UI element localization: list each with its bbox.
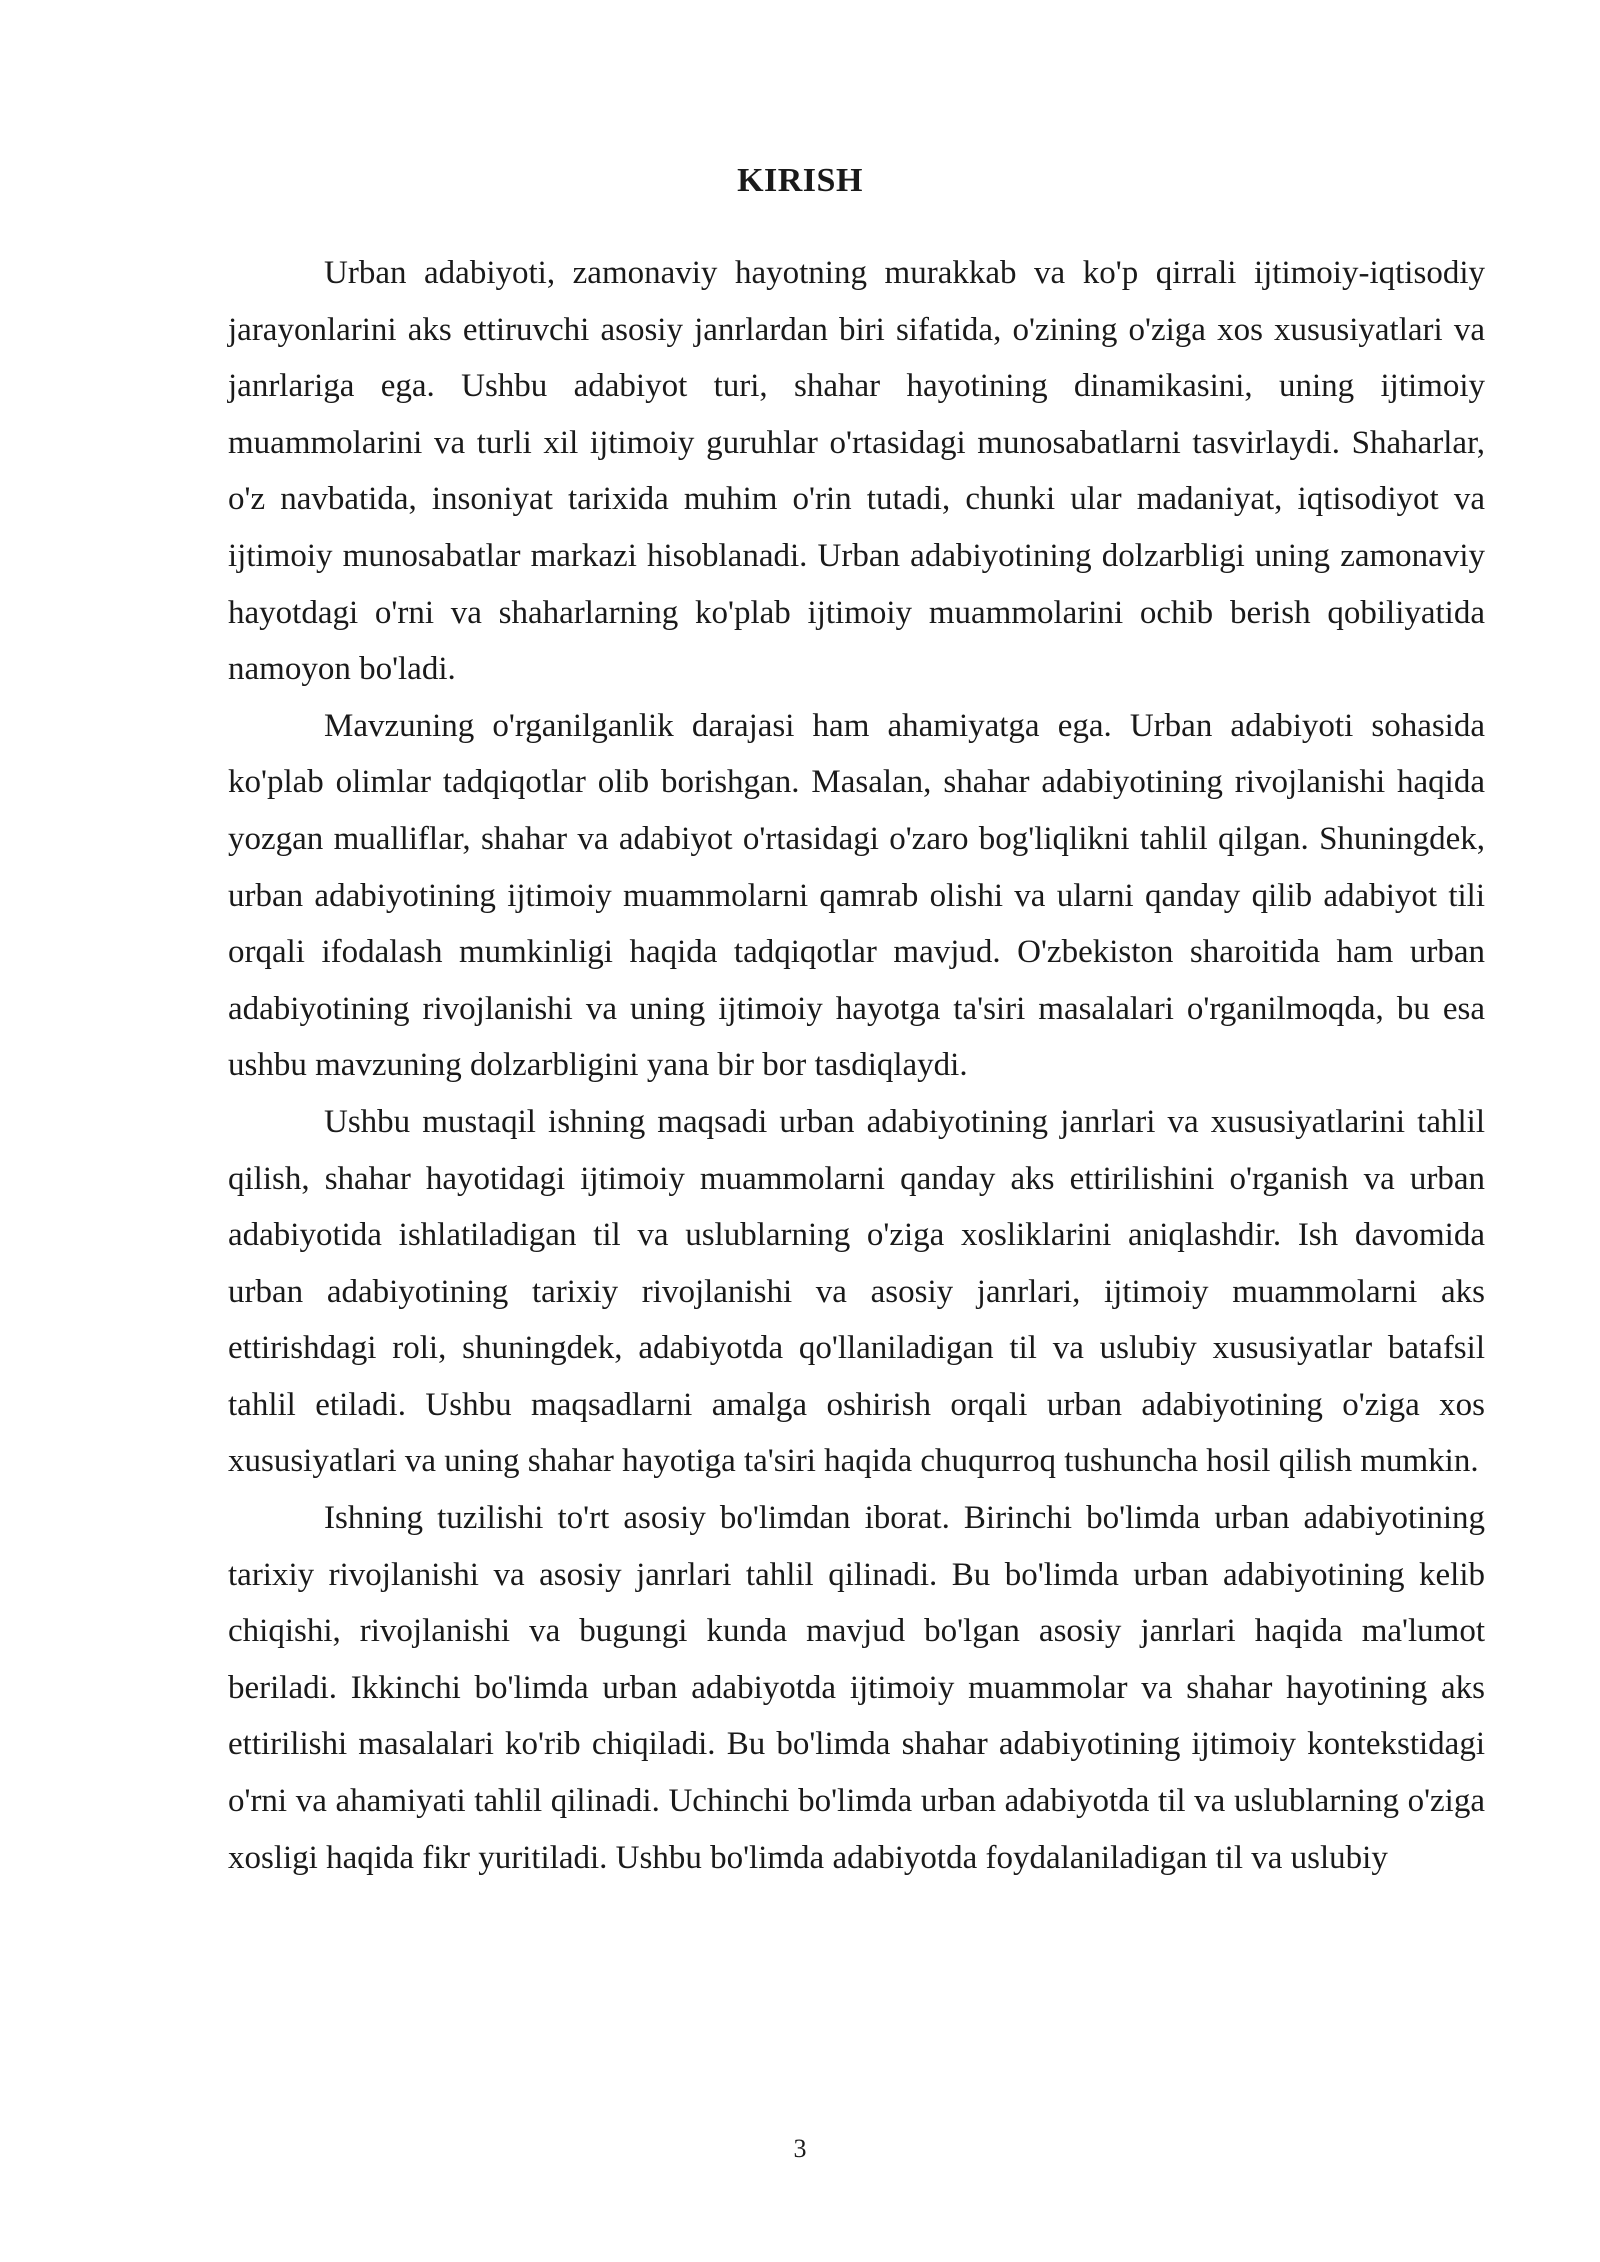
paragraph-2: Mavzuning o'rganilganlik darajasi ham ahamiyatga ega. Urban adabiyoti sohasida ko'plab olimlar tadqiqotlar olib borishgan. Masalan, shahar adabiyotining rivojlanishi haqida yozgan mualliflar, shahar va adabiyot o'rtasidagi o'zaro bog'liqlikni tahlil qilgan. Shuningdek, urban adabiyotining ijtimoiy muammolarni qamrab olishi va ularni qanday qilib adabiyot tili orqali ifodalash mumkinligi haqida tadqiqotlar mavjud. O'zbekiston sharoitida ham urban adabiyotining rivojlanishi va uning ijtimoiy hayotga ta'siri masalalari o'rganilmoqda, bu esa ushbu mavzuning dolzarbligini yana bir bor tasdiqlaydi.: [228, 707, 1485, 1084]
paragraph-3: Ushbu mustaqil ishning maqsadi urban adabiyotining janrlari va xususiyatlarini tahlil qilish, shahar hayotidagi ijtimoiy muammolarni qanday aks ettirilishini o'rganish va urban adabiyotida ishlatiladigan til va uslublarning o'ziga xosliklarini aniqlashdir. Ish davomida urban adabiyotining tarixiy rivojlanishi va asosiy janrlari, ijtimoiy muammolarni aks ettirishdagi roli, shuningdek, adabiyotda qo'llaniladigan til va uslubiy xususiyatlar batafsil tahlil etiladi. Ushbu maqsadlarni amalga oshirish orqali urban adabiyotining o'ziga xos xususiyatlari va uning shahar hayotiga ta'siri haqida chuqurroq tushuncha hosil qilish mumkin.: [228, 1103, 1485, 1480]
paragraph-1: Urban adabiyoti, zamonaviy hayotning murakkab va ko'p qirrali ijtimoiy-iqtisodiy jarayonlarini aks ettiruvchi asosiy janrlardan biri sifatida, o'zining o'ziga xos xususiyatlari va janrlariga ega. Ushbu adabiyot turi, shahar hayotining dinamikasini, uning ijtimoiy muammolarini va turli xil ijtimoiy guruhlar o'rtasidagi munosabatlarni tasvirlaydi. Shaharlar, o'z navbatida, insoniyat tarixida muhim o'rin tutadi, chunki ular madaniyat, iqtisodiyot va ijtimoiy munosabatlar markazi hisoblanadi. Urban adabiyotining dolzarbligi uning zamonaviy hayotdagi o'rni va shaharlarning ko'plab ijtimoiy muammolarini ochib berish qobiliyatida namoyon bo'ladi.: [228, 255, 1485, 688]
page-number: 3: [793, 2134, 807, 2163]
document-body: [228, 245, 1485, 1886]
page-title: KIRISH: [737, 162, 863, 199]
paragraph-4: Ishning tuzilishi to'rt asosiy bo'limdan iborat. Birinchi bo'limda urban adabiyotining tarixiy rivojlanishi va asosiy janrlari tahlil qilinadi. Bu bo'limda urban adabiyotining kelib chiqishi, rivojlanishi va bugungi kunda mavjud bo'lgan asosiy janrlari haqida ma'lumot beriladi. Ikkinchi bo'limda urban adabiyotda ijtimoiy muammolar va shahar hayotining aks ettirilishi masalalari ko'rib chiqiladi. Bu bo'limda shahar adabiyotining ijtimoiy kontekstidagi o'rni va ahamiyati tahlil qilinadi. Uchinchi bo'limda urban adabiyotda til va uslublarning o'ziga xosligi haqida fikr yuritiladi. Ushbu bo'limda adabiyotda foydalaniladigan til va uslubiy: [228, 1500, 1485, 1876]
